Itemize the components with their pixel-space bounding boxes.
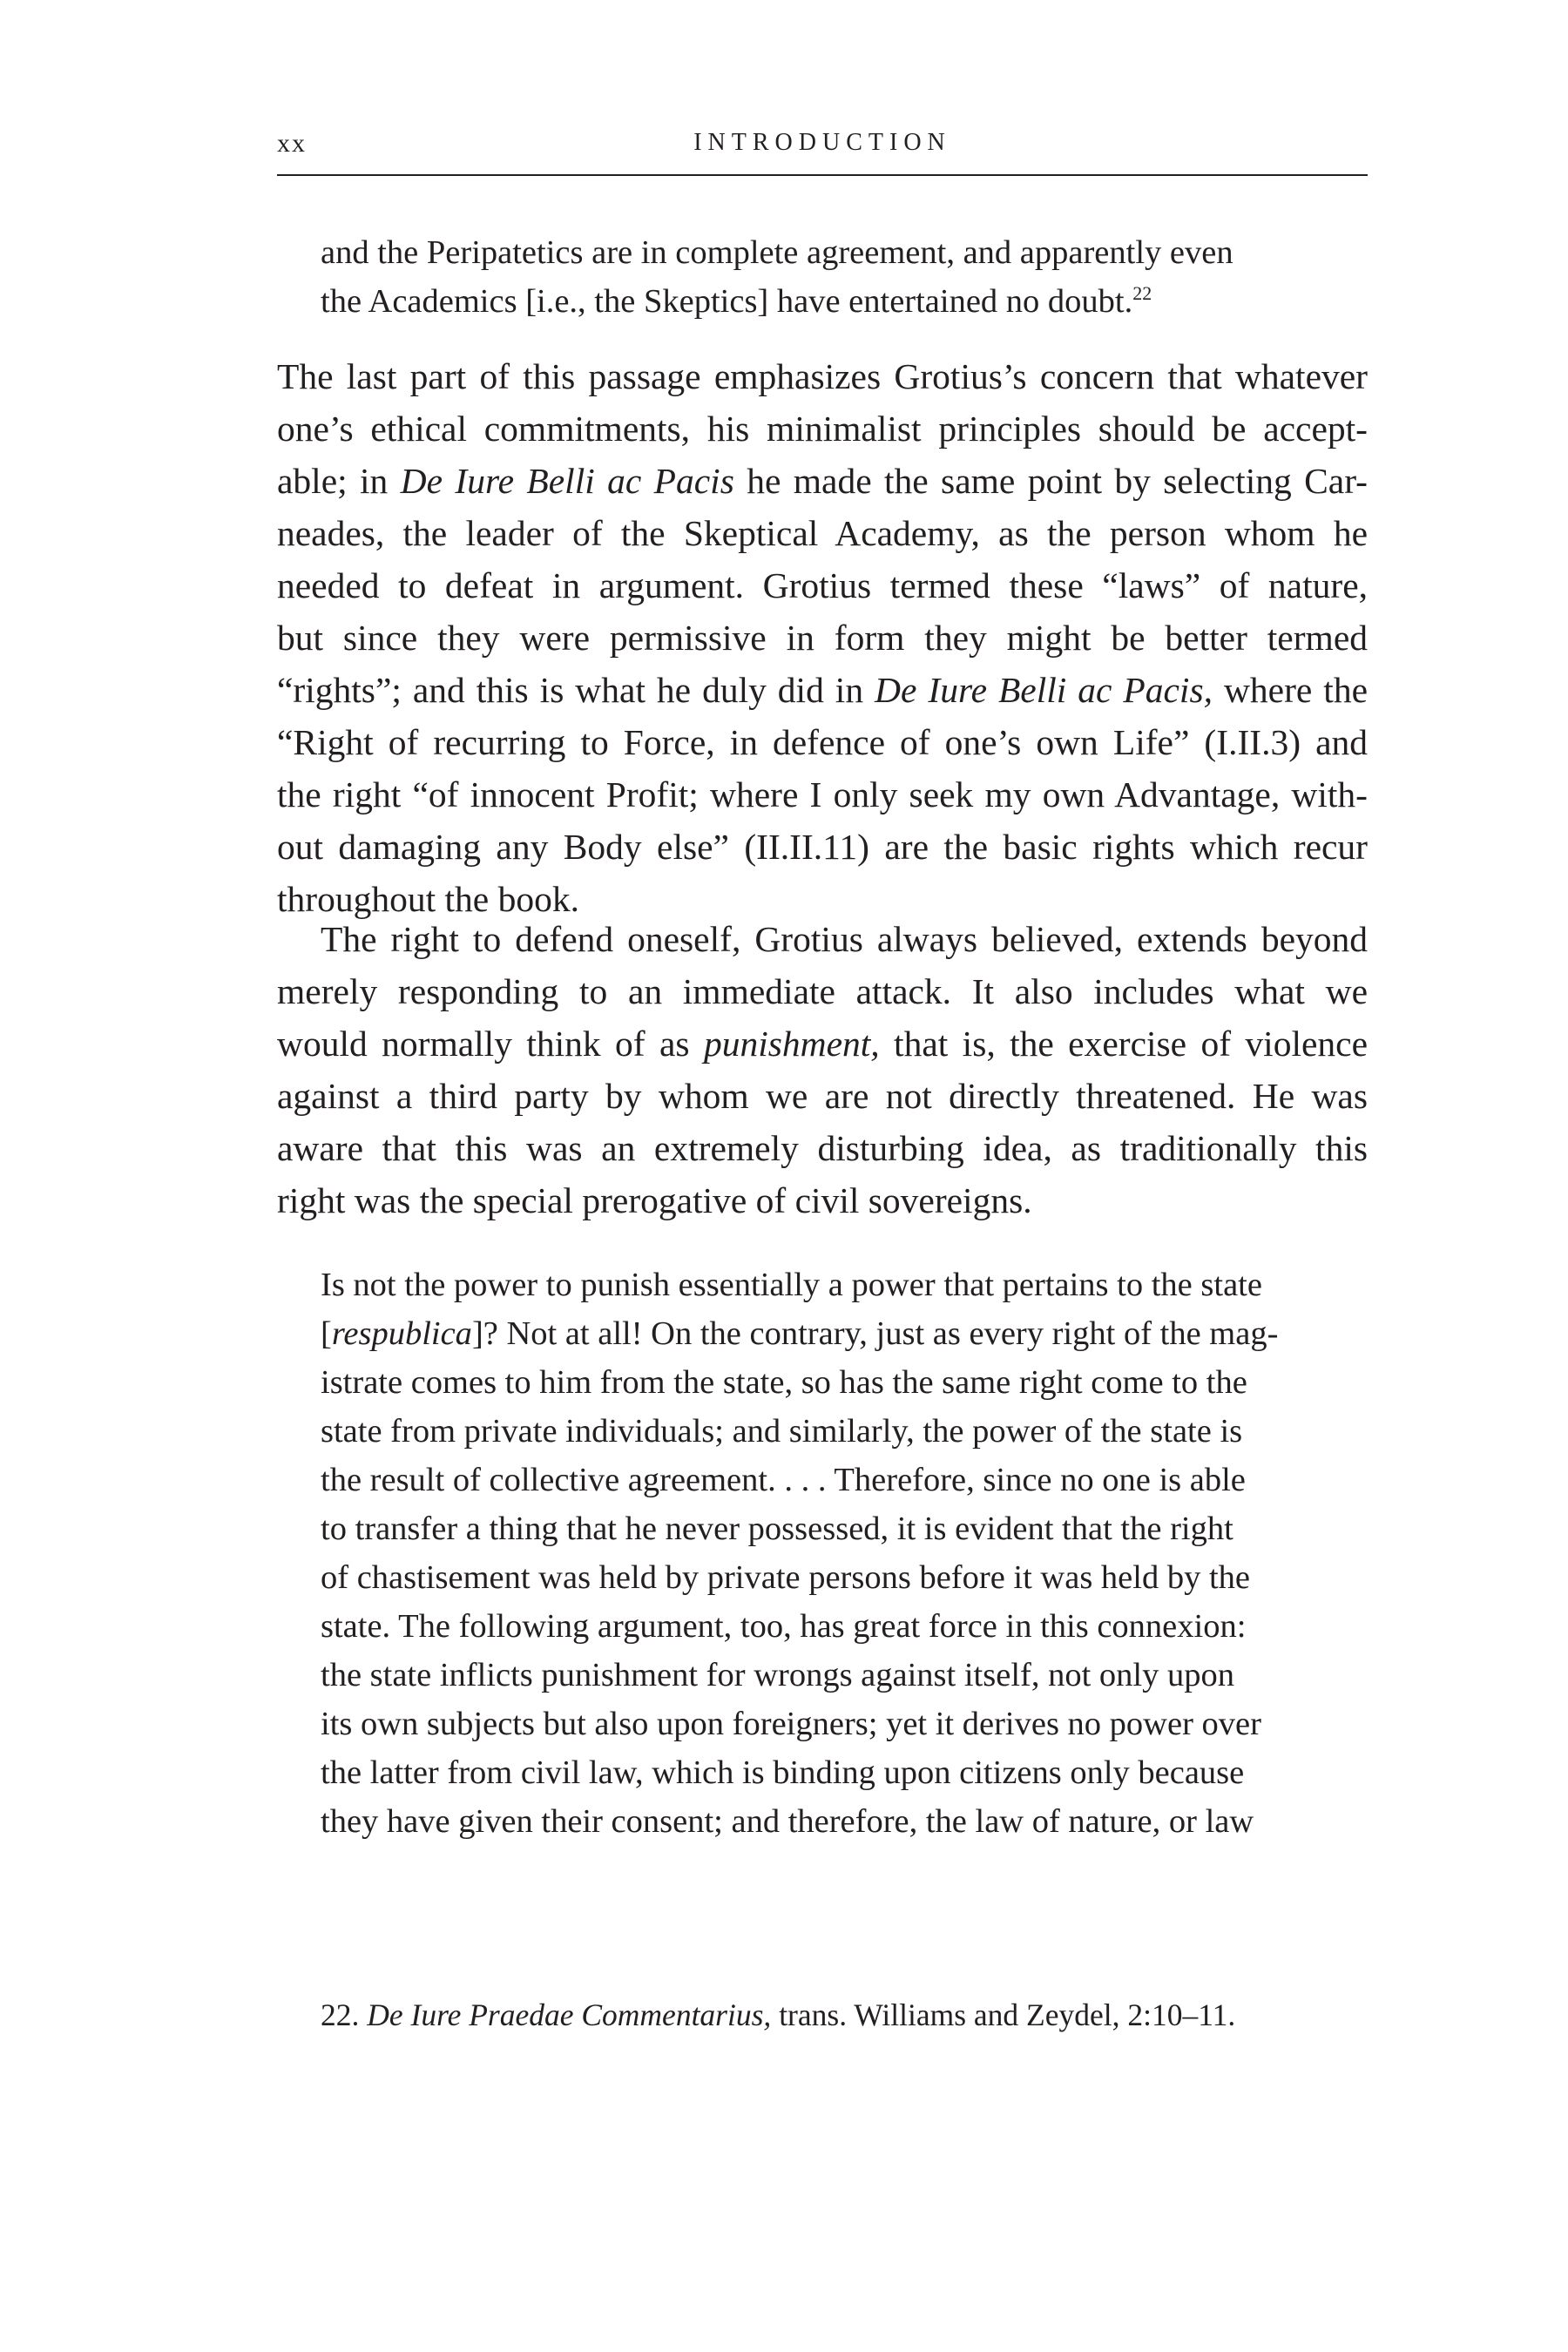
paragraph-line: throughout the book. bbox=[277, 879, 579, 919]
quote-line: they have given their consent; and therefore, the law of nature, or law bbox=[321, 1803, 1254, 1840]
body-paragraph bbox=[277, 913, 1368, 1227]
text-run: able; in bbox=[277, 461, 401, 501]
paragraph-line: out damaging any Body else” (II.II.11) are the basic rights which recur bbox=[277, 827, 1368, 867]
quote-line: state from private individuals; and similarly, the power of the state is bbox=[321, 1413, 1243, 1450]
paragraph-line: against a third party by whom we are not directly threatened. He was bbox=[277, 1076, 1368, 1116]
quote-line-text: the Academics [i.e., the Skeptics] have entertained no doubt. bbox=[321, 283, 1133, 320]
paragraph-line bbox=[277, 1017, 1368, 1070]
paragraph-line: neades, the leader of the Skeptical Academy, as the person whom he bbox=[277, 513, 1368, 553]
text-run: would normally think of as bbox=[277, 1024, 704, 1064]
footnote-citation: trans. Williams and Zeydel, 2:10–11. bbox=[779, 1997, 1236, 2032]
footnote-number: 22. bbox=[321, 1997, 360, 2032]
footnote bbox=[321, 1993, 1366, 2037]
page-number: xx bbox=[277, 129, 307, 158]
work-title: De Iure Belli ac Pacis bbox=[400, 461, 734, 501]
quote-line: of chastisement was held by private persons before it was held by the bbox=[321, 1559, 1251, 1596]
paragraph-line: one’s ethical commitments, his minimalist principles should be accept- bbox=[277, 409, 1368, 449]
paragraph-line bbox=[277, 455, 1368, 507]
paragraph-line: needed to defeat in argument. Grotius termed these “laws” of nature, bbox=[277, 565, 1368, 605]
quote-line: Is not the power to punish essentially a power that pertains to the state bbox=[321, 1267, 1262, 1303]
paragraph-line: The last part of this passage emphasizes Grotius’s concern that whatever bbox=[277, 356, 1368, 396]
block-quote bbox=[321, 1260, 1324, 1846]
text-run: ]? Not at all! On the contrary, just as every right of the mag- bbox=[471, 1315, 1279, 1352]
latin-term: respublica bbox=[331, 1315, 472, 1352]
quote-line: state. The following argument, too, has great force in this connexion: bbox=[321, 1608, 1247, 1645]
running-head bbox=[277, 125, 1368, 176]
text-run: he made the same point by selecting Car- bbox=[733, 461, 1369, 501]
footnote-reference[interactable]: 22 bbox=[1132, 282, 1152, 304]
paragraph-line: the right “of innocent Profit; where I only seek my own Advantage, with- bbox=[277, 774, 1368, 814]
paragraph-line: “Right of recurring to Force, in defence of one’s own Life” (I.II.3) and bbox=[277, 722, 1368, 762]
paragraph-line: aware that this was an extremely disturbing idea, as traditionally this bbox=[277, 1128, 1368, 1168]
paragraph-line: merely responding to an immediate attack. It also includes what we bbox=[277, 971, 1368, 1011]
emphasis: punishment, bbox=[703, 1024, 880, 1064]
quote-line: the result of collective agreement. . . . Therefore, since no one is able bbox=[321, 1462, 1246, 1498]
quote-line: the state inflicts punishment for wrongs against itself, not only upon bbox=[321, 1657, 1234, 1693]
paragraph-line: The right to defend oneself, Grotius always believed, extends beyond bbox=[321, 919, 1368, 959]
running-head-title: INTRODUCTION bbox=[693, 129, 951, 156]
quote-line: its own subjects but also upon foreigners; yet it derives no power over bbox=[321, 1706, 1261, 1742]
block-quote-continued bbox=[321, 228, 1324, 326]
body-paragraph bbox=[277, 350, 1368, 925]
footnote-work-title: De Iure Praedae Commentarius, bbox=[367, 1997, 772, 2032]
text-run: “rights”; and this is what he duly did in bbox=[277, 670, 875, 710]
paragraph-line: but since they were permissive in form they might be better termed bbox=[277, 618, 1368, 658]
text-run: [ bbox=[321, 1315, 332, 1352]
text-run: where the bbox=[1213, 670, 1369, 710]
work-title: De Iure Belli ac Pacis, bbox=[875, 670, 1213, 710]
quote-line: and the Peripatetics are in complete agreement, and apparently even bbox=[321, 234, 1233, 271]
quote-line bbox=[321, 1309, 1324, 1358]
paragraph-line: right was the special prerogative of civil sovereigns. bbox=[277, 1180, 1032, 1220]
quote-line: istrate comes to him from the state, so has the same right come to the bbox=[321, 1364, 1247, 1401]
quote-line bbox=[321, 277, 1324, 326]
quote-line: the latter from civil law, which is binding upon citizens only because bbox=[321, 1754, 1245, 1791]
quote-line: to transfer a thing that he never possessed, it is evident that the right bbox=[321, 1511, 1233, 1547]
paragraph-line bbox=[277, 664, 1368, 716]
text-run: that is, the exercise of violence bbox=[879, 1024, 1368, 1064]
